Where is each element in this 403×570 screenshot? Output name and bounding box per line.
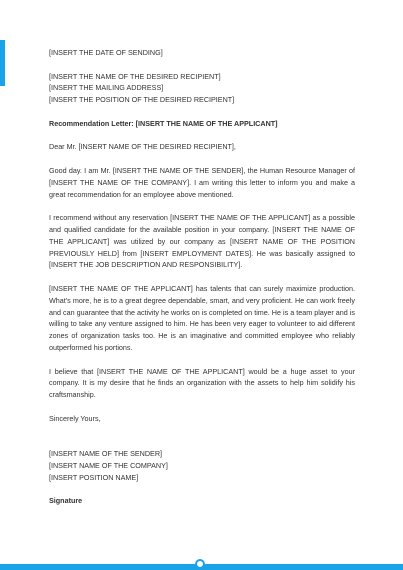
salutation: Dear Mr. [INSERT NAME OF THE DESIRED RECIPIENT],	[49, 142, 236, 152]
recipient-address: [INSERT THE MAILING ADDRESS]	[49, 83, 164, 93]
paragraph-intro: Good day. I am Mr. [INSERT THE NAME OF THE SENDER], the Human Resource Manager of [INSERT THE NAME OF THE COMPANY]. I am writing this letter to inform you and make a great recommendation for an employee above mentioned.	[49, 165, 355, 199]
sender-company: [INSERT NAME OF THE COMPANY]	[49, 460, 168, 470]
paragraph-recommendation: I recommend without any reservation [INSERT THE NAME OF THE APPLICANT] as a possible and qualified candidate for the available position in your company. [INSERT THE NAME OF THE APPLICANT] was utilized by our company as [INSERT NAME OF THE POSITION PREVIOUSLY HELD] from [INSERT EMPLOYMENT DATES]. He was basically assigned to [INSERT THE JOB DESCRIPTION AND RESPONSIBILITY].	[49, 213, 355, 270]
closing: Sincerely Yours,	[49, 413, 101, 423]
paragraph-conclusion: I believe that [INSERT THE NAME OF THE APPLICANT] would be a huge asset to your company. It is my desire that he finds an organization with the assets to help him solidify his craftsmanship.	[49, 366, 355, 400]
recipient-position: [INSERT THE POSITION OF THE DESIRED RECIPIENT]	[49, 95, 235, 105]
left-accent-tab	[0, 40, 5, 86]
sender-name: [INSERT NAME OF THE SENDER]	[49, 449, 163, 459]
paragraph-talents: [INSERT THE NAME OF THE APPLICANT] has talents that can surely maximize production. What's more, he is to a great degree dependable, smart, and very proficient. He can work freely and can guarantee that the activity he works on is completed on time. He is a team player and is willing to take any venture assigned to him. He has been very eager to volunteer to aid different zones of organization tasks too. He is an imaginative and committed employee who reliably outperformed his portions.	[49, 283, 355, 352]
bottom-circle-icon	[195, 559, 205, 569]
sender-position: [INSERT POSITION NAME]	[49, 472, 139, 482]
letter-body	[49, 47, 355, 507]
recipient-name: [INSERT THE NAME OF THE DESIRED RECIPIENT]	[49, 71, 221, 81]
subject-line: Recommendation Letter: [INSERT THE NAME OF THE APPLICANT]	[49, 118, 278, 128]
signature-label: Signature	[49, 496, 83, 506]
date-line: [INSERT THE DATE OF SENDING]	[49, 48, 163, 57]
